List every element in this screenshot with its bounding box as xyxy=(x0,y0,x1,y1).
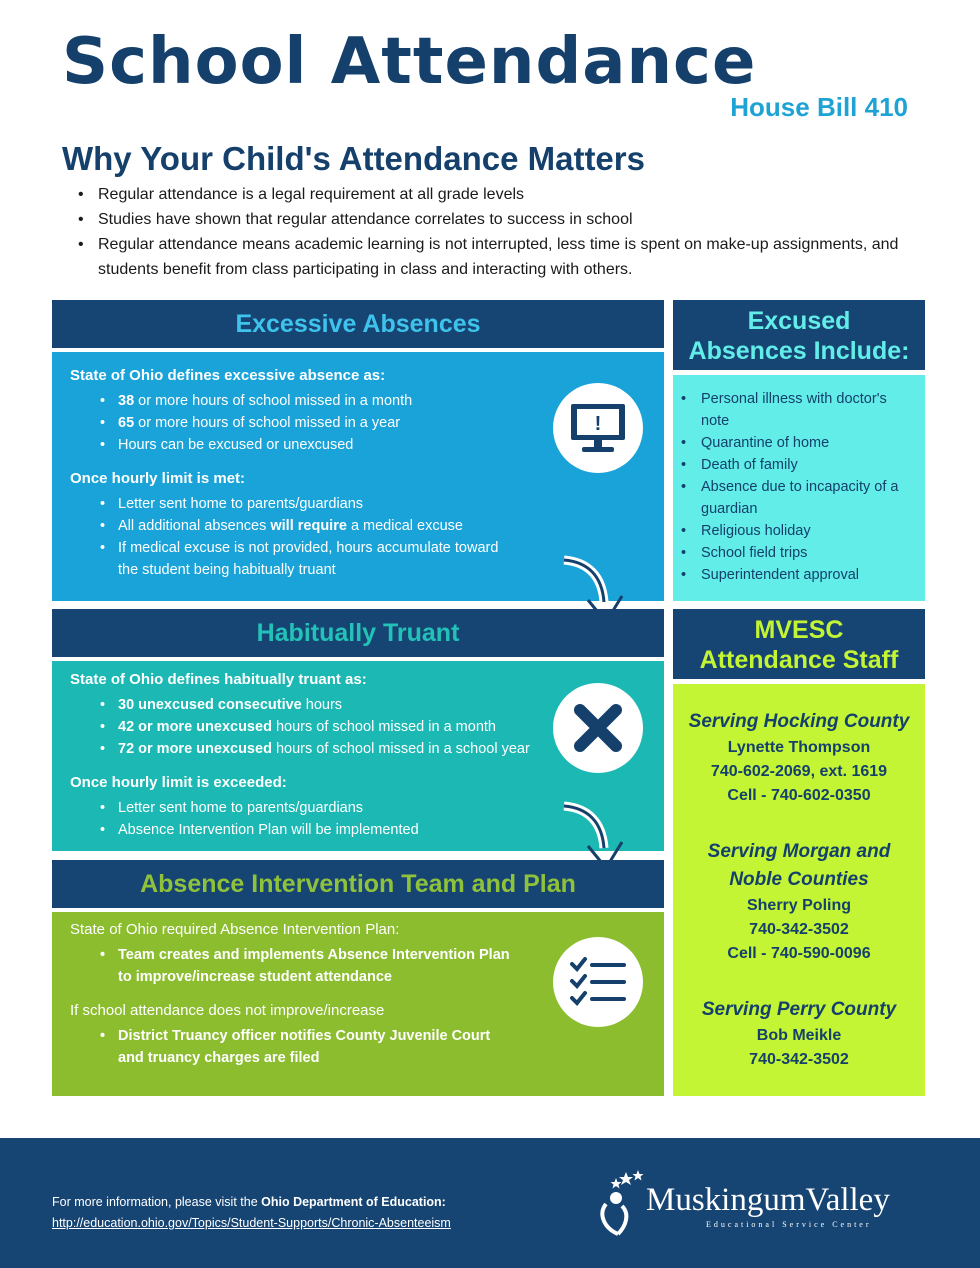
staff-group xyxy=(673,708,925,808)
excused-panel xyxy=(673,375,925,601)
logo-subtitle: Educational Service Center xyxy=(706,1220,872,1229)
excused-heading-line-2: Absences Include: xyxy=(688,337,910,365)
x-icon-circle xyxy=(553,683,643,773)
muskingum-valley-logo xyxy=(596,1168,926,1238)
staff-phone: 740-602-2069, ext. 1619 xyxy=(710,763,888,780)
staff-name: Bob Meikle xyxy=(756,1027,842,1044)
truant-lead-1: State of Ohio defines habitually truant as: xyxy=(70,671,367,688)
list-item: • Personal illness with doctor's note xyxy=(681,388,915,432)
staff-name: Sherry Poling xyxy=(746,897,852,914)
why-list xyxy=(78,182,938,282)
intervention-lead-2: If school attendance does not improve/increase xyxy=(70,1002,385,1019)
list-item: • Regular attendance is a legal requirement at all grade levels xyxy=(78,182,938,207)
list-item: • 65 or more hours of school missed in a year xyxy=(100,412,664,434)
checklist-icon-circle xyxy=(553,937,643,1027)
list-item: • Death of family xyxy=(681,454,915,476)
staff-heading-line-2: Attendance Staff xyxy=(699,646,899,674)
staff-county: Serving Perry County xyxy=(701,999,897,1020)
staff-panel xyxy=(673,684,925,1096)
ode-link[interactable]: http://education.ohio.gov/Topics/Student-Supports/Chronic-Absenteeism xyxy=(52,1216,451,1230)
list-item: • All additional absences will require a medical excuse xyxy=(100,515,520,537)
footer-info-line: For more information, please visit the Ohio Department of Education: xyxy=(52,1195,446,1209)
staff-cell: Cell - 740-602-0350 xyxy=(727,787,871,804)
staff-phone: 740-342-3502 xyxy=(749,921,849,938)
excused-list xyxy=(681,388,915,586)
list-item: • School field trips xyxy=(681,542,915,564)
excused-heading-line-1: Excused xyxy=(747,307,851,335)
close-icon xyxy=(570,700,626,756)
intervention-lead-1: State of Ohio required Absence Intervention Plan: xyxy=(70,921,400,938)
staff-name: Lynette Thompson xyxy=(727,739,871,756)
exclaim-glyph: ! xyxy=(594,413,602,435)
list-item: • Letter sent home to parents/guardians xyxy=(100,493,520,515)
list-item: • Letter sent home to parents/guardians xyxy=(100,797,664,819)
staff-county: Serving Hocking County xyxy=(688,711,910,732)
excessive-lead-1: State of Ohio defines excessive absence as: xyxy=(70,367,386,384)
monitor-icon-circle xyxy=(553,383,643,473)
intervention-list-2 xyxy=(100,1025,520,1069)
staff-heading-band xyxy=(673,609,925,679)
staff-group xyxy=(673,996,925,1072)
list-item: • 42 or more unexcused hours of school missed in a month xyxy=(100,716,664,738)
staff-county: Noble Counties xyxy=(729,869,869,890)
staff-heading-line-1: MVESC xyxy=(754,616,844,644)
staff-county: Serving Morgan and xyxy=(707,841,891,862)
list-item: • 30 unexcused consecutive hours xyxy=(100,694,664,716)
truant-heading-band xyxy=(52,609,664,657)
list-item: • Studies have shown that regular attendance correlates to success in school xyxy=(78,207,938,232)
list-item: • Absence Intervention Plan will be implemented xyxy=(100,819,664,841)
excessive-heading: Excessive Absences xyxy=(235,310,481,338)
list-item: • Religious holiday xyxy=(681,520,915,542)
truant-heading: Habitually Truant xyxy=(256,619,460,647)
intervention-heading-band xyxy=(52,860,664,908)
person-stars-icon xyxy=(596,1168,648,1238)
list-item: • If medical excuse is not provided, hours accumulate toward the student being habitually truant xyxy=(100,537,520,581)
why-heading: Why Your Child's Attendance Matters xyxy=(62,140,645,177)
intervention-heading: Absence Intervention Team and Plan xyxy=(140,870,576,898)
excessive-list-2 xyxy=(100,493,520,581)
logo-name: MuskingumValley xyxy=(646,1182,890,1218)
intervention-list-1 xyxy=(100,944,520,988)
page-subtitle: House Bill 410 xyxy=(730,92,908,122)
page-title: School Attendance xyxy=(62,25,757,99)
truant-lead-2: Once hourly limit is exceeded: xyxy=(70,774,287,791)
staff-phone: 740-342-3502 xyxy=(749,1051,849,1068)
staff-group xyxy=(673,838,925,966)
list-item: • Superintendent approval xyxy=(681,564,915,586)
footer-info xyxy=(52,1192,451,1234)
list-item: • Hours can be excused or unexcused xyxy=(100,434,664,456)
excused-heading-band xyxy=(673,300,925,370)
excessive-heading-band xyxy=(52,300,664,348)
list-item: • Regular attendance means academic learning is not interrupted, less time is spent on make-up assignments, and students benefit from class participating in class and interacting with others. xyxy=(78,232,938,282)
list-item: • Absence due to incapacity of a guardian xyxy=(681,476,915,520)
list-item: • 38 or more hours of school missed in a month xyxy=(100,390,664,412)
excessive-lead-2: Once hourly limit is met: xyxy=(70,470,246,487)
checklist-icon xyxy=(568,954,628,1010)
list-item: • 72 or more unexcused hours of school missed in a school year xyxy=(100,738,664,760)
list-item: • District Truancy officer notifies County Juvenile Court and truancy charges are filed xyxy=(100,1025,520,1069)
list-item: • Team creates and implements Absence Intervention Plan to improve/increase student attendance xyxy=(100,944,520,988)
staff-cell: Cell - 740-590-0096 xyxy=(727,945,871,962)
list-item: • Quarantine of home xyxy=(681,432,915,454)
monitor-icon xyxy=(568,401,628,455)
